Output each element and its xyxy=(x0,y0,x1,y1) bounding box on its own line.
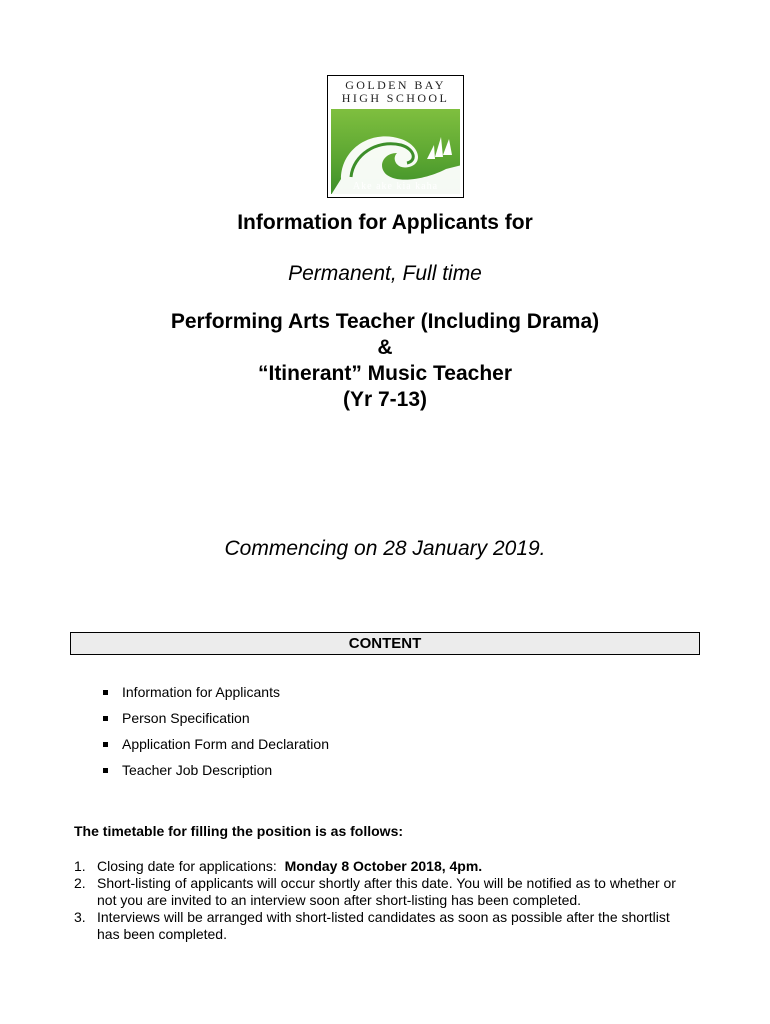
step-number: 2. xyxy=(74,875,86,891)
employment-type: Permanent, Full time xyxy=(288,262,482,285)
list-item xyxy=(100,731,329,757)
position-title xyxy=(0,309,770,413)
school-logo xyxy=(327,75,464,198)
timetable-heading: The timetable for filling the position is as follows: xyxy=(74,823,404,839)
step-text: Closing date for applications: xyxy=(97,858,285,874)
content-list xyxy=(100,679,329,783)
timetable-step xyxy=(74,875,694,909)
step-number: 1. xyxy=(74,858,86,874)
position-line: & xyxy=(377,336,393,359)
position-line: (Yr 7-13) xyxy=(342,388,428,411)
commencing-date: Commencing on 28 January 2019. xyxy=(224,537,546,560)
logo-line-2: HIGH SCHOOL xyxy=(341,91,450,105)
step-number: 3. xyxy=(74,909,86,925)
list-item xyxy=(100,679,329,705)
list-item-label: Information for Applicants xyxy=(122,684,280,700)
logo-motto: Ake ake kia kaha xyxy=(352,181,439,192)
timetable-step xyxy=(74,858,694,875)
timetable-steps xyxy=(74,858,694,943)
list-item xyxy=(100,757,329,783)
bullet-icon xyxy=(103,716,108,721)
logo-wordmark xyxy=(328,76,463,108)
list-item-label: Person Specification xyxy=(122,710,250,726)
logo-wave-emblem xyxy=(331,109,460,194)
position-line: Performing Arts Teacher (Including Drama) xyxy=(170,310,600,333)
position-line: “Itinerant” Music Teacher xyxy=(257,362,512,385)
logo-line-1: GOLDEN BAY xyxy=(345,78,446,92)
list-item-label: Teacher Job Description xyxy=(122,762,273,778)
content-heading: CONTENT xyxy=(70,632,700,655)
timetable-step xyxy=(74,909,694,943)
list-item-label: Application Form and Declaration xyxy=(122,736,329,752)
step-text: Short-listing of applicants will occur shortly after this date. You will be notified as to whether or not you are invited to an interview soon after short-listing has been completed. xyxy=(97,875,676,908)
bullet-icon xyxy=(103,690,108,695)
page-title: Information for Applicants for xyxy=(237,211,533,234)
step-text: Interviews will be arranged with short-listed candidates as soon as possible after the shortlist has been completed. xyxy=(97,909,670,942)
list-item xyxy=(100,705,329,731)
closing-date: Monday 8 October 2018, 4pm. xyxy=(284,858,483,874)
bullet-icon xyxy=(103,742,108,747)
bullet-icon xyxy=(103,768,108,773)
